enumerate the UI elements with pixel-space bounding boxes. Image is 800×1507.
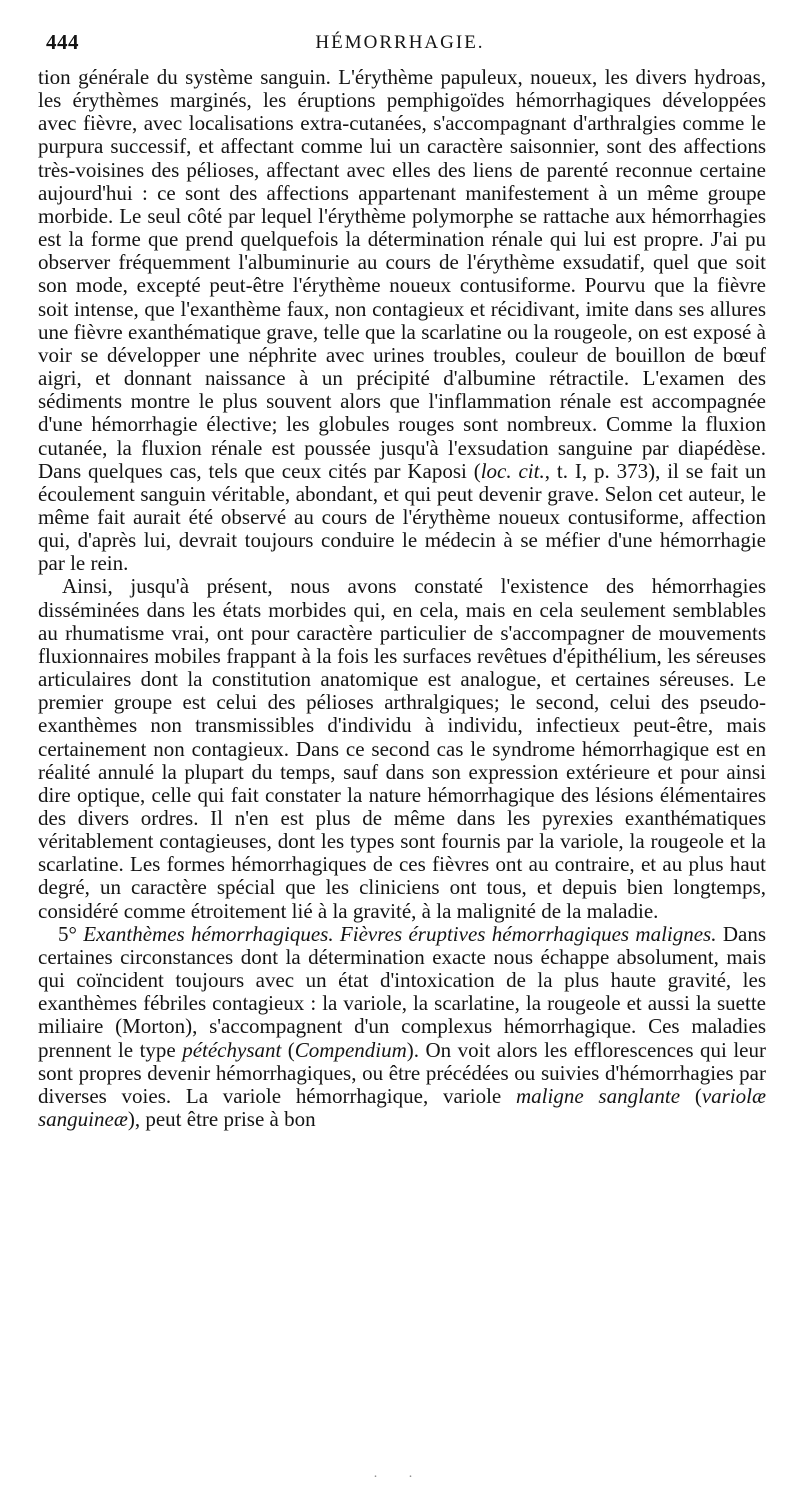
section-heading: Exanthèmes hémorrhagiques. Fièvres éruptives hémorrhagiques malignes. <box>83 921 717 946</box>
italic-term-compendium: Compendium <box>294 1037 407 1062</box>
italic-term-variolae: variolæ sanguineæ <box>38 1083 767 1132</box>
punct: ( <box>680 1083 702 1108</box>
paragraph-text: Ainsi, jusqu'à présent, nous avons constaté l'existence des hémorrhagies disséminées dans les états morbides qui, en cela, mais en cela seulement semblables au rhumatisme vrai, ont pour caractère particulier de s'accompagner de mouvements fluxionnaires mobiles frappant à la fois les surfaces revêtues d'épithélium, les séreuses articulaires dont la constitution anatomique est analogue, et certaines séreuses. Le premier groupe est celui des pélioses arthralgiques; le second, celui des pseudo-exanthèmes non transmissibles d'individu à individu, infectieux peut-être, mais certainement non contagieux. Dans ce second cas le syndrome hémorrhagique est en réalité annulé la plupart du temps, sauf dans son expression extérieure et pour ainsi dire optique, celle qui fait constater la nature hémorrhagique des lésions élémentaires des divers ordres. Il n'en est plus de même dans les pyrexies exanthématiques véritablement contagieuses, dont les types sont fournis par la variole, la rougeole et la scarlatine. Les formes hémorrhagiques de ces fièvres ont au contraire, et au plus haut degré, un caractère spécial que les cliniciens ont tous, et depuis bien longtemps, considéré comme étroitement lié à la gravité, à la malignité de la maladie. <box>38 574 766 923</box>
paragraph-text-after: , t. I, p. 373), il se fait un écoulement sanguin véritable, abondant, et qui peut devenir grave. Selon cet auteur, le même fait aurait été observé au cours de l'érythème noueux contusiforme, affection qui, d'après lui, devrait toujours conduire le médecin à se méfier d'une hémorrhagie par le rein. <box>38 458 766 576</box>
page-body <box>38 66 766 1131</box>
paragraph-tail: ), peut être prise à bon <box>127 1107 316 1132</box>
paragraph-text: Dans certaines circonstances dont la détermination exacte nous échappe absolument, mais qui coïncident toujours avec un état d'intoxication de la plus haute gravité, les exanthèmes fébriles contagieux : la variole, la scarlatine, la rougeole et aussi la suette miliaire (Morton), s'accompagnent d'un complexus hémorrhagique. Ces maladies prennent le type <box>38 921 766 1062</box>
paragraph-section-5 <box>38 923 766 1131</box>
citation-italic: loc. cit. <box>480 458 545 483</box>
page-number: 444 <box>46 30 79 54</box>
paragraph-text-mid: ). On voit alors les efflorescences qui leur sont propres devenir hémorrhagiques, ou être précédées ou suivies d'hémorrhagies par diverses voies. La variole hémorrhagique, variole <box>38 1037 767 1108</box>
running-head: HÉMORRHAGIE. <box>315 32 485 53</box>
page-header <box>34 28 766 64</box>
section-number: 5° <box>58 921 77 946</box>
italic-term-maligne: maligne sanglante <box>516 1083 681 1108</box>
italic-term-petechysant: pétéchysant <box>182 1037 282 1062</box>
punct: ( <box>281 1037 295 1062</box>
paragraph-text: tion générale du système sanguin. L'érythème papuleux, noueux, les divers hydroas, les érythèmes marginés, les éruptions pemphigoïdes hémorrhagiques développées avec fièvre, avec localisations extra-cutanées, s'accompagnant d'arthralgies comme le purpura successif, et affectant comme lui un caractère saisonnier, sont des affections très-voisines des pélioses, affectant avec elles des liens de parenté reconnue certaine aujourd'hui : ce sont des affections appartenant manifestement à un même groupe morbide. Le seul côté par lequel l'érythème polymorphe se rattache aux hémorrhagies est la forme que prend quelquefois la détermination rénale qui lui est propre. J'ai pu observer fréquemment l'albuminurie au cours de l'érythème exsudatif, quel que soit son mode, excepté peut-être l'érythème noueux contusiforme. Pourvu que la fièvre soit intense, que l'exanthème faux, non contagieux et récidivant, imite dans ses allures une fièvre exanthématique grave, telle que la scarlatine ou la rougeole, on est exposé à voir se développer une néphrite avec urines troubles, couleur de bouillon de bœuf aigri, et donnant naissance à un précipité d'albumine rétractile. L'examen des sédiments montre le plus souvent alors que l'inflammation rénale est accompagnée d'une hémorrhagie élective; les globules rouges sont nombreux. Comme la fluxion cutanée, la fluxion rénale est poussée jusqu'à l'exsudation sanguine par diapédèse. Dans quelques cas, tels que ceux cités par Kaposi ( <box>38 65 766 483</box>
paragraph-continuation <box>38 66 766 575</box>
paragraph-ainsi <box>38 575 766 922</box>
footer-marks: . . <box>373 1466 427 1481</box>
